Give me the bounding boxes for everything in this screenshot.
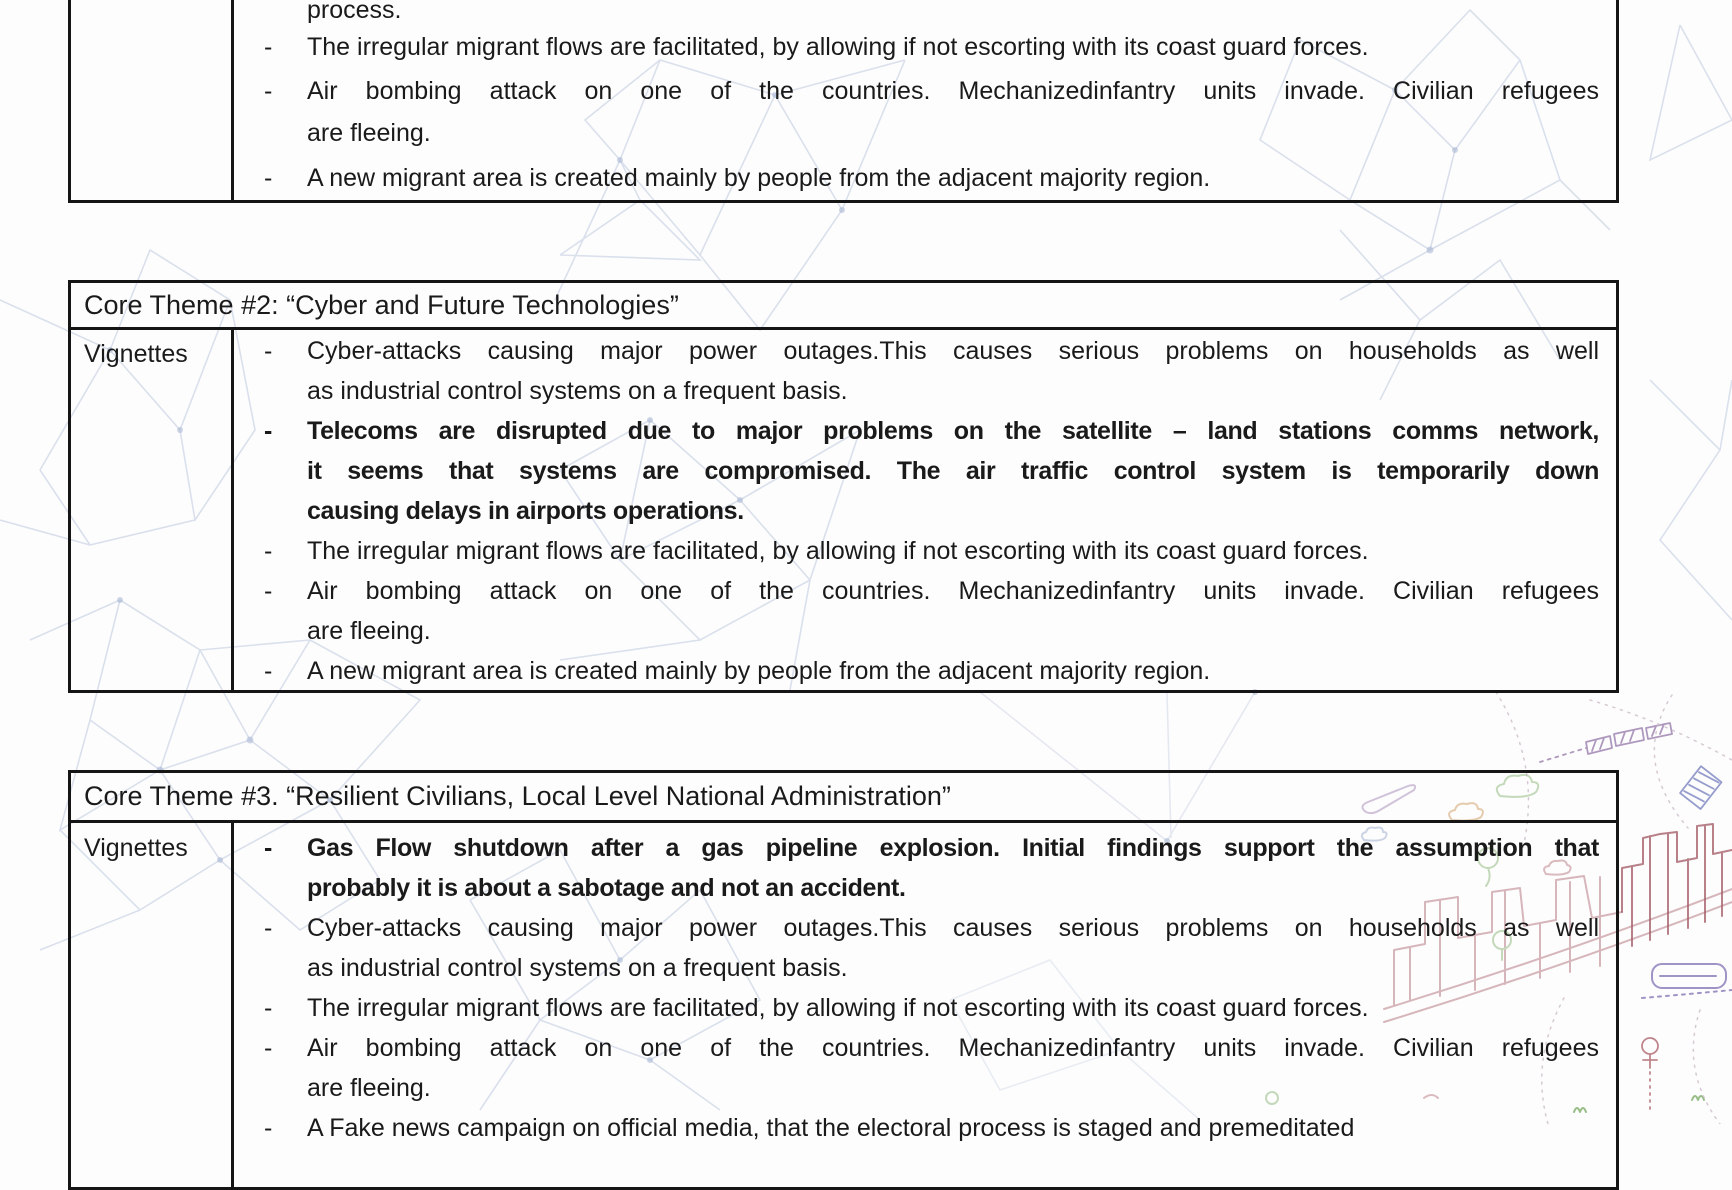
vignette-line: causing delays in airports operations. xyxy=(307,497,744,525)
vignette-line: - A new migrant area is created mainly by people from the adjacent majority region. xyxy=(234,158,1616,198)
vignette-line: - The irregular migrant flows are facilitated, by allowing if not escorting with its coast guard forces. xyxy=(234,988,1616,1028)
table-header-row xyxy=(71,283,1616,330)
vignette-line: process. xyxy=(307,0,402,24)
bullet-dash: - xyxy=(264,834,273,862)
balloon-figure-red xyxy=(1642,1038,1658,1110)
vignette-line: - The irregular migrant flows are facilitated, by allowing if not escorting with its coast guard forces. xyxy=(234,27,1616,67)
bullet-dash: - xyxy=(264,1114,273,1142)
vignette-line: - Air bombing attack on one of the countries. Mechanizedinfantry units invade. Civilian refugees xyxy=(234,571,1616,611)
vignettes-row xyxy=(71,330,1616,690)
bullet-dash: - xyxy=(264,337,273,365)
bullet-dash: - xyxy=(264,914,273,942)
row-label: Vignettes xyxy=(84,340,188,368)
vignette-line: - Air bombing attack on one of the countries. Mechanizedinfantry units invade. Civilian refugees xyxy=(234,71,1616,111)
vignette-line: it seems that systems are compromised. The air traffic control system is temporarily down xyxy=(307,457,1599,485)
row-label-cell xyxy=(71,823,234,1187)
bullet-dash: - xyxy=(264,417,273,445)
core-theme-table-2 xyxy=(68,280,1619,693)
vignettes-cell xyxy=(234,823,1616,1187)
vignettes-cell xyxy=(234,0,1616,200)
vignette-line: are fleeing. xyxy=(307,617,431,645)
vignette-line: as industrial control systems on a frequent basis. xyxy=(307,954,848,982)
vignette-line: - The irregular migrant flows are facilitated, by allowing if not escorting with its coast guard forces. xyxy=(234,531,1616,571)
bullet-dash: - xyxy=(264,77,273,105)
vignette-line: probably it is about a sabotage and not an accident. xyxy=(307,874,906,902)
vignette-line: - Air bombing attack on one of the countries. Mechanizedinfantry units invade. Civilian refugees xyxy=(234,1028,1616,1068)
vignette-line: - A new migrant area is created mainly by people from the adjacent majority region. xyxy=(234,651,1616,690)
vignette-line: - A Fake news campaign on official media, that the electoral process is staged and premeditated xyxy=(234,1108,1616,1148)
core-theme-2-title: Core Theme #2: “Cyber and Future Technologies” xyxy=(84,289,679,320)
bullet-dash: - xyxy=(264,33,273,61)
bullet-dash: - xyxy=(264,994,273,1022)
row-label-cell xyxy=(71,0,234,200)
building-skyline-outer xyxy=(1622,824,1732,946)
bullet-dash: - xyxy=(264,1034,273,1062)
bullet-dash: - xyxy=(264,657,273,685)
core-theme-table-1-partial xyxy=(68,0,1619,203)
vignettes-row xyxy=(71,0,1616,200)
bullet-dash: - xyxy=(264,537,273,565)
core-theme-table-3 xyxy=(68,770,1619,1190)
vignette-line: - Cyber-attacks causing major power outages.This causes serious problems on households as well xyxy=(234,908,1616,948)
tilted-box-doodle xyxy=(1680,766,1721,809)
vignette-line: - Telecoms are disrupted due to major problems on the satellite – land stations comms network, xyxy=(234,411,1616,451)
bullet-dash: - xyxy=(264,577,273,605)
bullet-dash: - xyxy=(264,164,273,192)
table-header-row xyxy=(71,773,1616,823)
vignette-line: - Gas Flow shutdown after a gas pipeline explosion. Initial findings support the assumption that xyxy=(234,828,1616,868)
core-theme-3-title: Core Theme #3. “Resilient Civilians, Local Level National Administration” xyxy=(84,781,951,811)
vignette-line: - Cyber-attacks causing major power outages.This causes serious problems on households as well xyxy=(234,331,1616,371)
row-label-cell xyxy=(71,330,234,690)
vignette-line: are fleeing. xyxy=(307,119,431,147)
car-doodle xyxy=(1642,964,1732,998)
vignette-line: as industrial control systems on a frequent basis. xyxy=(307,377,848,405)
satellite-train-doodle xyxy=(1540,723,1672,762)
vignettes-row xyxy=(71,823,1616,1187)
vignettes-cell xyxy=(234,330,1616,690)
vignette-line: are fleeing. xyxy=(307,1074,431,1102)
row-label: Vignettes xyxy=(84,834,188,862)
